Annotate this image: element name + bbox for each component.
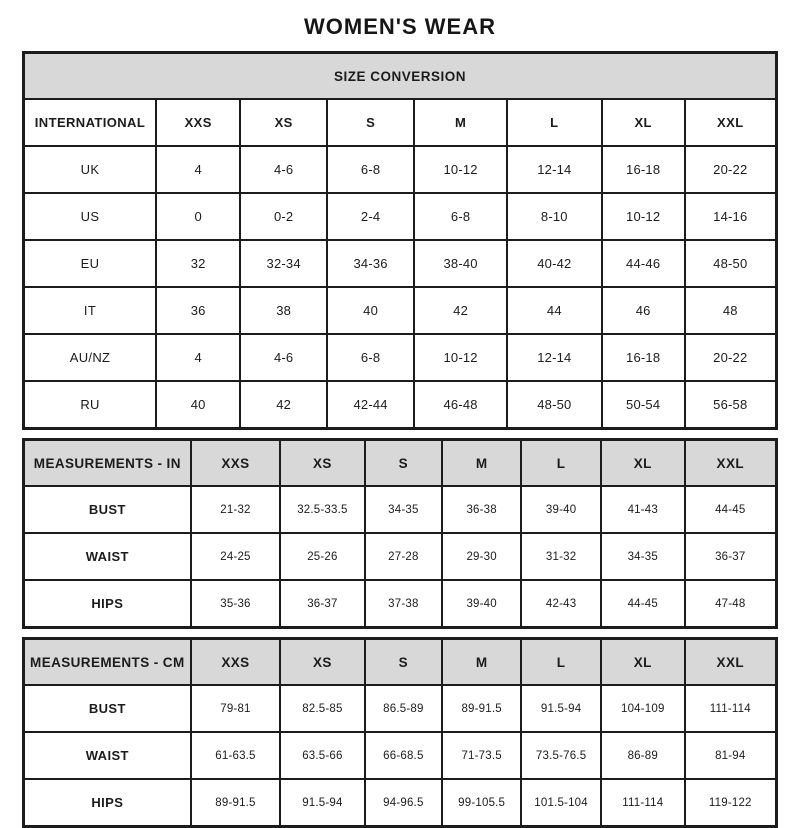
size-cell: 20-22 (685, 146, 777, 193)
measurement-cell: 39-40 (521, 486, 601, 533)
row-label: BUST (24, 685, 191, 732)
measurement-cell: 44-45 (685, 486, 777, 533)
measurement-cell: 71-73.5 (442, 732, 521, 779)
size-cell: 48-50 (685, 240, 777, 287)
size-header-cell: XXS (191, 440, 281, 487)
row-label: INTERNATIONAL (24, 99, 157, 146)
size-cell: 46-48 (414, 381, 507, 429)
size-cell: S (327, 99, 414, 146)
size-header-cell: L (521, 639, 601, 686)
table-row-aunz (24, 334, 777, 381)
measurement-cell: 119-122 (685, 779, 777, 827)
size-cell: 42-44 (327, 381, 414, 429)
table-row-waist-in (24, 533, 777, 580)
size-header-cell: M (442, 639, 521, 686)
row-label: WAIST (24, 533, 191, 580)
measurement-cell: 66-68.5 (365, 732, 443, 779)
size-cell: M (414, 99, 507, 146)
row-label: EU (24, 240, 157, 287)
measurement-cell: 104-109 (601, 685, 685, 732)
size-cell: 46 (602, 287, 685, 334)
size-header-cell: XS (280, 440, 364, 487)
size-cell: 6-8 (327, 146, 414, 193)
row-label: US (24, 193, 157, 240)
size-header-cell: L (521, 440, 601, 487)
size-cell: XS (240, 99, 327, 146)
page-title: WOMEN'S WEAR (304, 14, 496, 39)
measurements-cm-header-row (24, 639, 777, 686)
size-cell: 40 (156, 381, 240, 429)
size-cell: 48-50 (507, 381, 602, 429)
size-cell: 32-34 (240, 240, 327, 287)
measurement-cell: 61-63.5 (191, 732, 281, 779)
size-cell: 36 (156, 287, 240, 334)
size-cell: 14-16 (685, 193, 777, 240)
measurement-cell: 82.5-85 (280, 685, 364, 732)
table-row-it (24, 287, 777, 334)
measurements-in-table (22, 438, 778, 629)
size-cell: 12-14 (507, 334, 602, 381)
size-cell: 12-14 (507, 146, 602, 193)
measurements-in-header: MEASUREMENTS - IN (24, 440, 191, 487)
size-cell: 42 (414, 287, 507, 334)
measurement-cell: 36-38 (442, 486, 521, 533)
size-cell: 6-8 (327, 334, 414, 381)
table-row-eu (24, 240, 777, 287)
table-row-bust-in (24, 486, 777, 533)
size-cell: 0 (156, 193, 240, 240)
size-cell: 10-12 (602, 193, 685, 240)
size-conversion-header-row (24, 53, 777, 100)
measurement-cell: 32.5-33.5 (280, 486, 364, 533)
measurement-cell: 42-43 (521, 580, 601, 628)
size-cell: 6-8 (414, 193, 507, 240)
size-header-cell: XXL (685, 440, 777, 487)
size-cell: 40 (327, 287, 414, 334)
measurement-cell: 89-91.5 (191, 779, 281, 827)
table-row-hips-in (24, 580, 777, 628)
measurement-cell: 37-38 (365, 580, 443, 628)
size-cell: 4 (156, 146, 240, 193)
measurement-cell: 36-37 (280, 580, 364, 628)
size-conversion-header: SIZE CONVERSION (24, 53, 777, 100)
size-cell: 8-10 (507, 193, 602, 240)
size-cell: 44 (507, 287, 602, 334)
size-cell: 50-54 (602, 381, 685, 429)
size-header-cell: XXS (191, 639, 281, 686)
measurement-cell: 29-30 (442, 533, 521, 580)
measurements-cm-header: MEASUREMENTS - CM (24, 639, 191, 686)
measurement-cell: 47-48 (685, 580, 777, 628)
size-cell: 56-58 (685, 381, 777, 429)
measurement-cell: 63.5-66 (280, 732, 364, 779)
measurement-cell: 86.5-89 (365, 685, 443, 732)
table-row-ru (24, 381, 777, 429)
measurement-cell: 111-114 (601, 779, 685, 827)
measurement-cell: 86-89 (601, 732, 685, 779)
measurement-cell: 101.5-104 (521, 779, 601, 827)
measurement-cell: 94-96.5 (365, 779, 443, 827)
measurement-cell: 21-32 (191, 486, 281, 533)
size-cell: 44-46 (602, 240, 685, 287)
size-cell: 42 (240, 381, 327, 429)
size-header-cell: XL (601, 440, 685, 487)
table-row-uk (24, 146, 777, 193)
size-cell: 34-36 (327, 240, 414, 287)
size-header-cell: M (442, 440, 521, 487)
measurements-cm-table (22, 637, 778, 828)
table-row-bust-cm (24, 685, 777, 732)
row-label: WAIST (24, 732, 191, 779)
size-cell: 4-6 (240, 334, 327, 381)
measurement-cell: 34-35 (601, 533, 685, 580)
table-row-waist-cm (24, 732, 777, 779)
size-header-cell: XL (601, 639, 685, 686)
size-cell: 40-42 (507, 240, 602, 287)
measurement-cell: 73.5-76.5 (521, 732, 601, 779)
size-conversion-table (22, 51, 778, 430)
size-cell: 38 (240, 287, 327, 334)
size-cell: XXS (156, 99, 240, 146)
measurement-cell: 91.5-94 (521, 685, 601, 732)
size-cell: 32 (156, 240, 240, 287)
size-cell: 0-2 (240, 193, 327, 240)
row-label: RU (24, 381, 157, 429)
measurement-cell: 34-35 (365, 486, 443, 533)
size-cell: XL (602, 99, 685, 146)
measurements-in-header-row (24, 440, 777, 487)
measurement-cell: 81-94 (685, 732, 777, 779)
measurement-cell: 99-105.5 (442, 779, 521, 827)
row-label: HIPS (24, 779, 191, 827)
size-cell: 10-12 (414, 146, 507, 193)
table-row-us (24, 193, 777, 240)
size-cell: 10-12 (414, 334, 507, 381)
size-cell: L (507, 99, 602, 146)
measurement-cell: 36-37 (685, 533, 777, 580)
size-cell: 16-18 (602, 146, 685, 193)
size-cell: 38-40 (414, 240, 507, 287)
measurement-cell: 35-36 (191, 580, 281, 628)
measurement-cell: 31-32 (521, 533, 601, 580)
size-header-cell: S (365, 440, 443, 487)
measurement-cell: 111-114 (685, 685, 777, 732)
size-header-cell: S (365, 639, 443, 686)
size-cell: 4-6 (240, 146, 327, 193)
measurement-cell: 25-26 (280, 533, 364, 580)
row-label: HIPS (24, 580, 191, 628)
row-label: IT (24, 287, 157, 334)
measurement-cell: 89-91.5 (442, 685, 521, 732)
size-header-cell: XXL (685, 639, 777, 686)
size-header-cell: XS (280, 639, 364, 686)
measurement-cell: 79-81 (191, 685, 281, 732)
size-cell: 20-22 (685, 334, 777, 381)
size-cell: 2-4 (327, 193, 414, 240)
measurement-cell: 24-25 (191, 533, 281, 580)
measurement-cell: 91.5-94 (280, 779, 364, 827)
size-cell: 16-18 (602, 334, 685, 381)
table-row-international (24, 99, 777, 146)
table-row-hips-cm (24, 779, 777, 827)
row-label: BUST (24, 486, 191, 533)
measurement-cell: 41-43 (601, 486, 685, 533)
size-cell: XXL (685, 99, 777, 146)
measurement-cell: 27-28 (365, 533, 443, 580)
size-cell: 4 (156, 334, 240, 381)
row-label: AU/NZ (24, 334, 157, 381)
measurement-cell: 44-45 (601, 580, 685, 628)
measurement-cell: 39-40 (442, 580, 521, 628)
row-label: UK (24, 146, 157, 193)
size-cell: 48 (685, 287, 777, 334)
